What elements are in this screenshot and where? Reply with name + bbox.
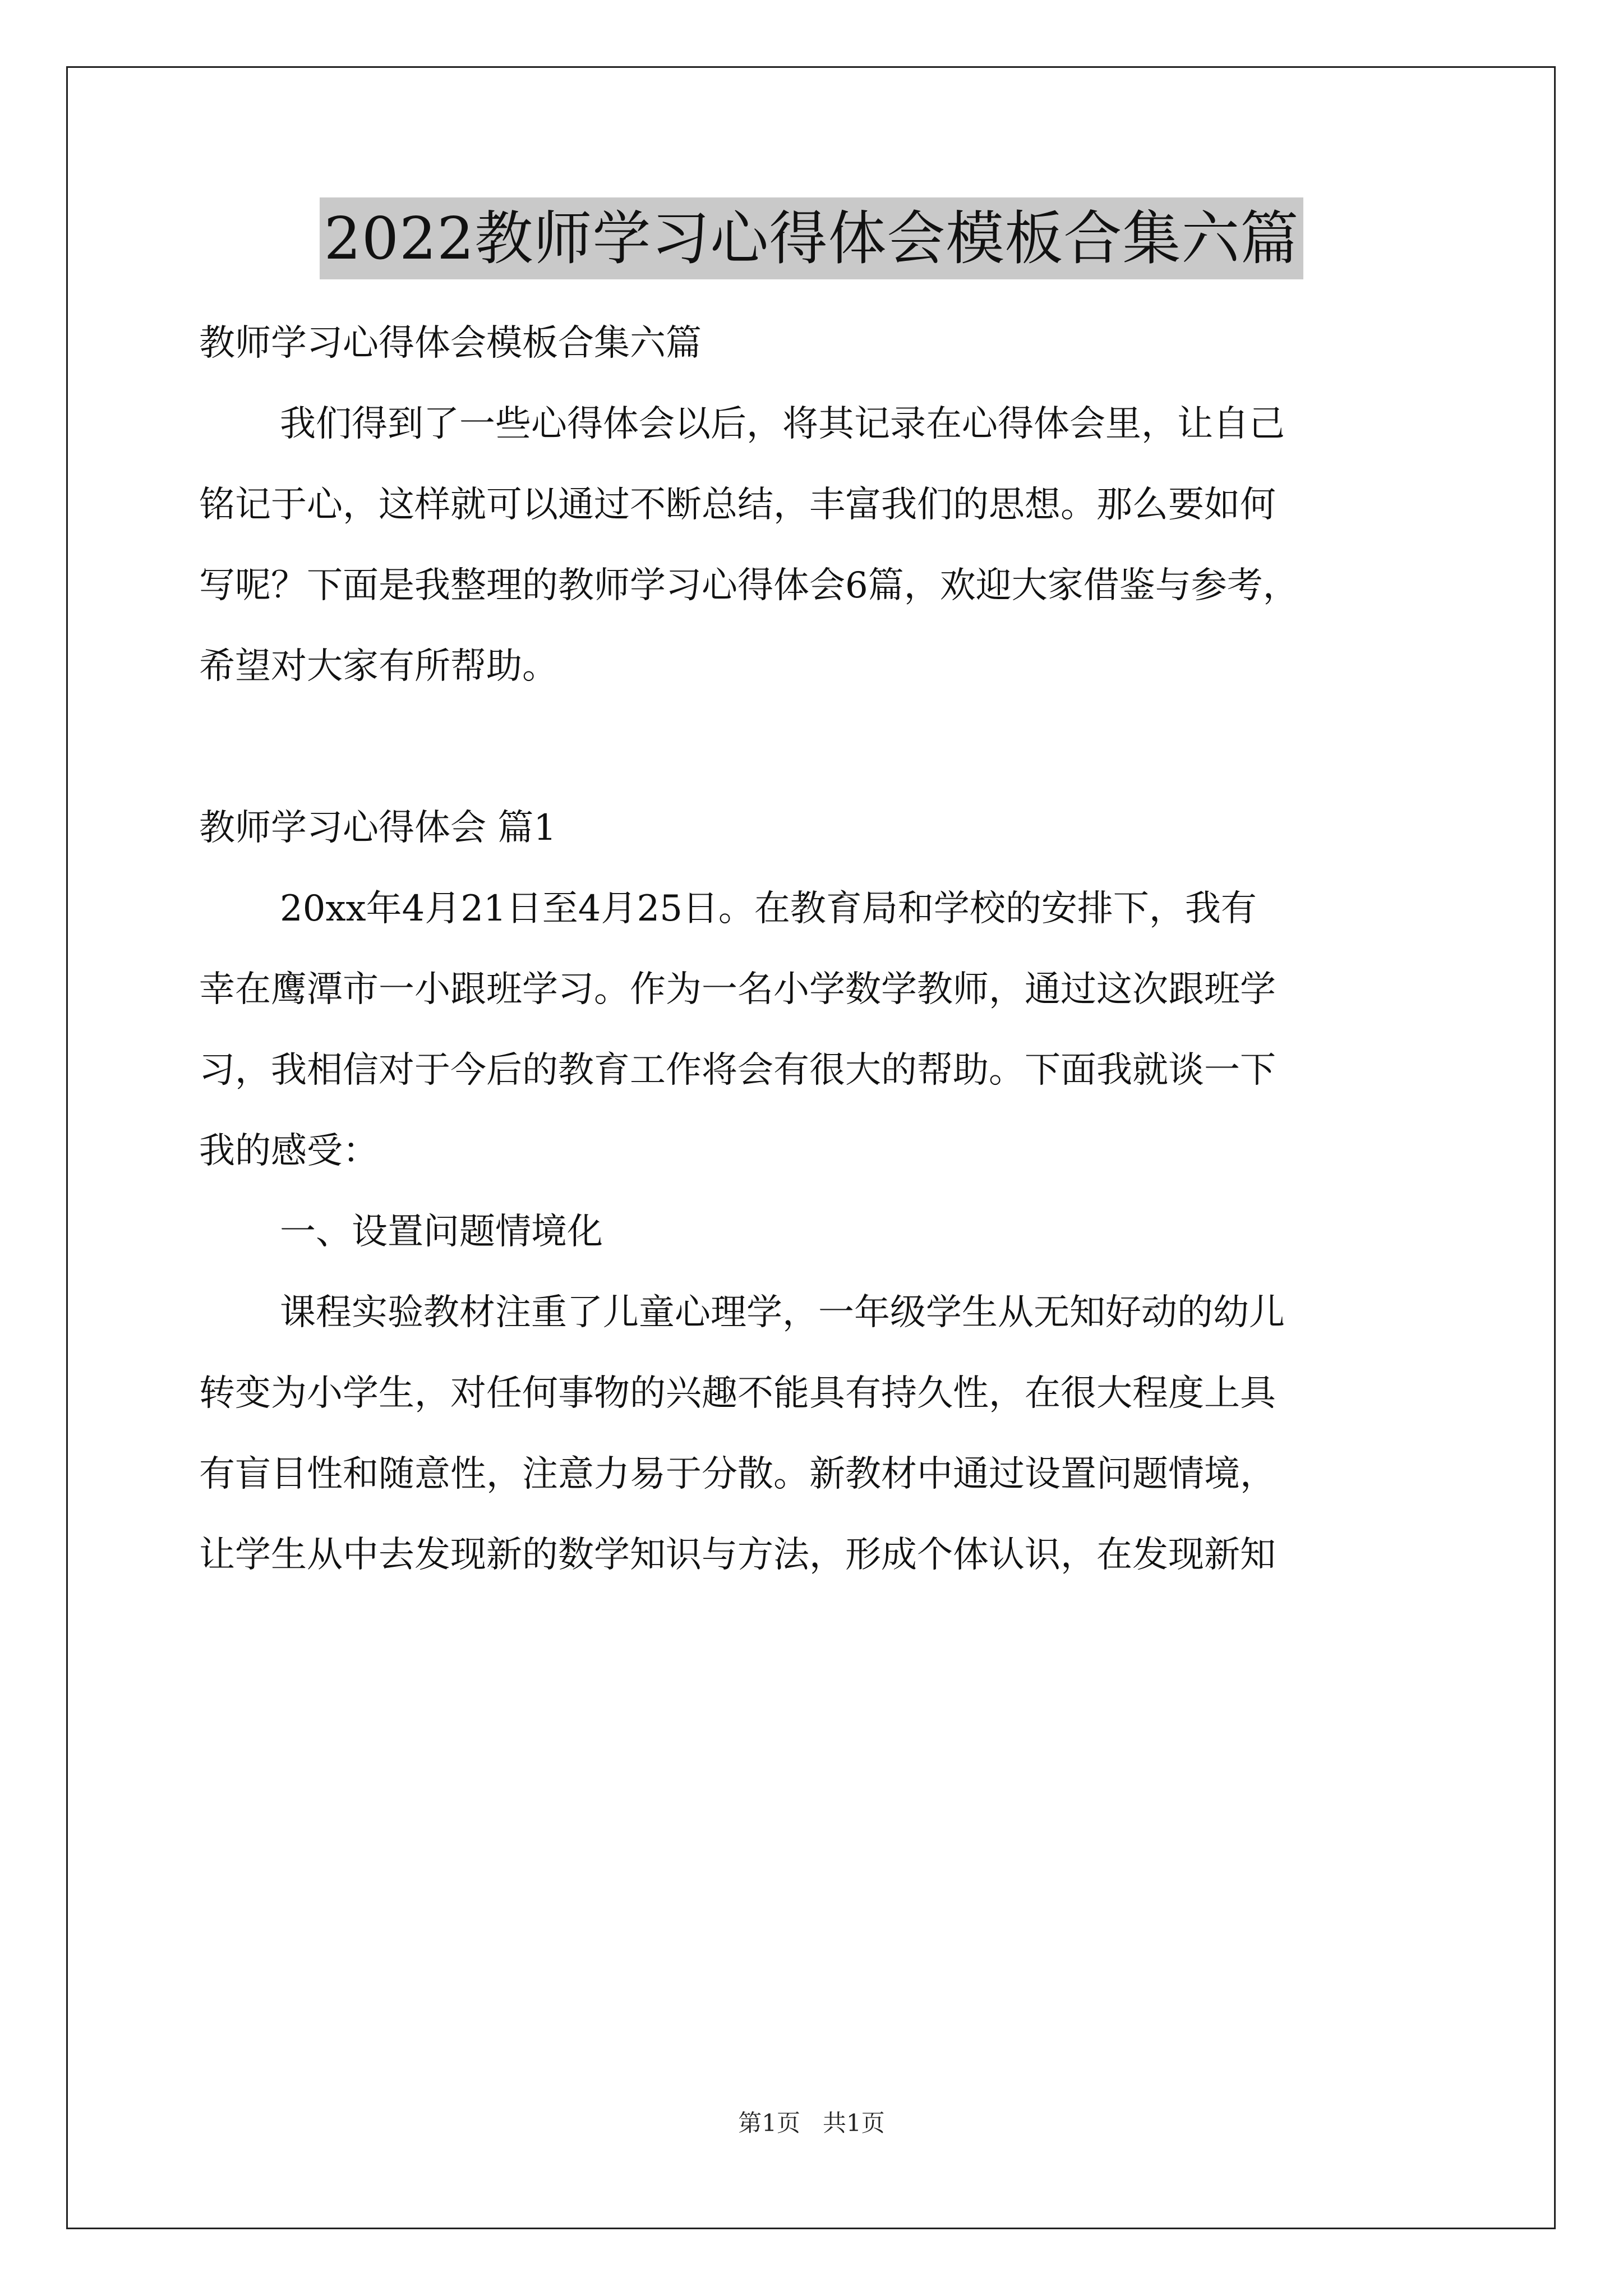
paragraph-line: 希望对大家有所帮助。 (199, 646, 558, 687)
paragraph-line: 我们得到了一些心得体会以后，将其记录在心得体会里，让自己 (280, 403, 1285, 445)
paragraph-line: 铭记于心，这样就可以通过不断总结，丰富我们的思想。那么要如何 (199, 484, 1276, 526)
paragraph-line: 让学生从中去发现新的数学知识与方法，形成个体认识，在发现新知 (199, 1534, 1276, 1576)
paragraph-line: 幸在鹰潭市一小跟班学习。作为一名小学数学教师，通过这次跟班学 (199, 969, 1276, 1010)
document-body (199, 303, 1427, 1595)
title-container (0, 197, 1623, 279)
paragraph-line: 习，我相信对于今后的教育工作将会有很大的帮助。下面我就谈一下 (199, 1050, 1276, 1091)
paragraph-line: 我的感受： (199, 1130, 379, 1172)
page-number: 第1页 (738, 2109, 800, 2137)
page-total: 共1页 (823, 2109, 885, 2137)
page-footer (0, 2106, 1623, 2140)
paragraph-line: 有盲目性和随意性，注意力易于分散。新教材中通过设置问题情境， (199, 1453, 1276, 1495)
document-title: 2022教师学习心得体会模板合集六篇 (320, 197, 1304, 279)
paragraph-line: 20xx年4月21日至4月25日。在教育局和学校的安排下，我有 (280, 888, 1257, 930)
subtitle-line: 教师学习心得体会模板合集六篇 (199, 323, 702, 364)
blank-line (199, 707, 1427, 788)
paragraph-line: 写呢？下面是我整理的教师学习心得体会6篇，欢迎大家借鉴与参考， (199, 565, 1299, 606)
section-heading: 教师学习心得体会 篇1 (199, 807, 557, 849)
paragraph-line: 课程实验教材注重了儿童心理学，一年级学生从无知好动的幼儿 (280, 1292, 1285, 1333)
subheading-line: 一、设置问题情境化 (280, 1211, 603, 1253)
paragraph-line: 转变为小学生，对任何事物的兴趣不能具有持久性，在很大程度上具 (199, 1373, 1276, 1414)
